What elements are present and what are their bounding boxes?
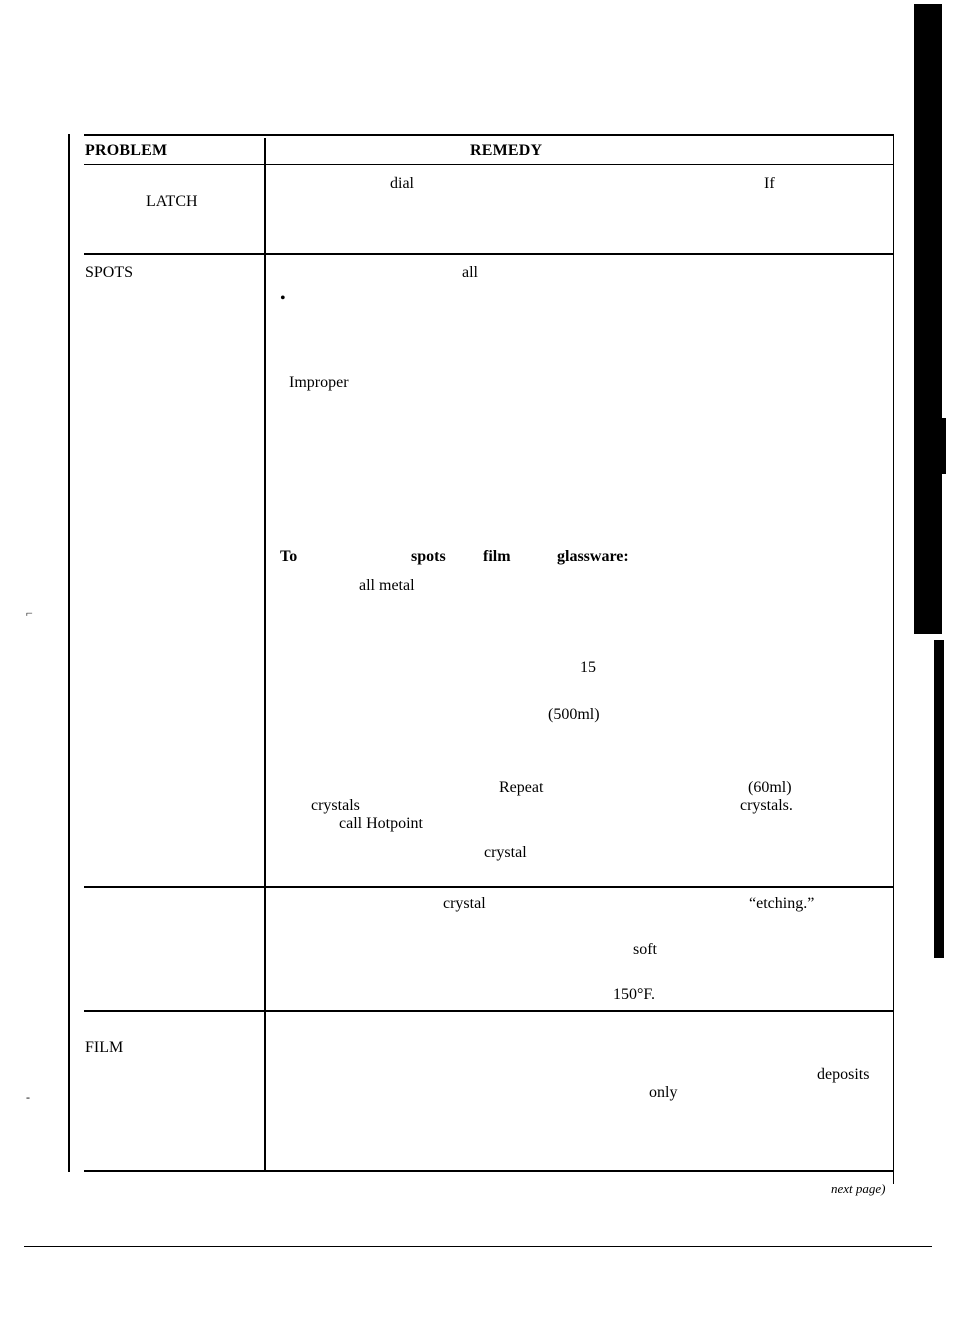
table-column-divider bbox=[264, 138, 266, 1172]
page-bottom-rule bbox=[24, 1246, 932, 1247]
fragment-film: film bbox=[483, 548, 511, 565]
header-problem: PROBLEM bbox=[85, 142, 168, 159]
fragment-only: only bbox=[649, 1084, 678, 1101]
problem-film: FILM bbox=[85, 1039, 124, 1056]
fragment-spots: spots bbox=[411, 548, 446, 565]
fragment-temperature: 150°F. bbox=[613, 986, 656, 1003]
fragment-all: all bbox=[462, 264, 478, 281]
fragment-if: If bbox=[764, 175, 775, 192]
fragment-500ml: (500ml) bbox=[548, 706, 600, 723]
edge-tab-top bbox=[914, 4, 942, 634]
table-left-border bbox=[68, 134, 70, 1172]
fragment-soft: soft bbox=[633, 941, 657, 958]
table-top-rule bbox=[84, 134, 894, 136]
fragment-crystal-2: crystal bbox=[443, 895, 486, 912]
table-right-border bbox=[893, 134, 894, 1184]
fragment-dial: dial bbox=[390, 175, 414, 192]
next-page-note: next page) bbox=[831, 1181, 886, 1196]
fragment-call-hotpoint: call Hotpoint bbox=[339, 815, 423, 832]
row-rule-3 bbox=[84, 1010, 894, 1012]
fragment-crystals-period: crystals. bbox=[740, 797, 793, 814]
problem-latch: LATCH bbox=[146, 193, 198, 210]
edge-tab-bottom bbox=[934, 640, 944, 958]
margin-mark-2: - bbox=[26, 1090, 30, 1104]
edge-tab-notch bbox=[936, 418, 946, 474]
fragment-crystal: crystal bbox=[484, 844, 527, 861]
fragment-deposits: deposits bbox=[817, 1066, 870, 1083]
header-remedy: REMEDY bbox=[470, 142, 543, 159]
row-rule-1 bbox=[84, 253, 894, 255]
fragment-repeat: Repeat bbox=[499, 779, 544, 796]
fragment-to: To bbox=[280, 548, 298, 565]
fragment-etching: “etching.” bbox=[749, 895, 815, 912]
fragment-all-metal: all metal bbox=[359, 577, 415, 594]
fragment-improper: Improper bbox=[289, 374, 349, 391]
table-bottom-rule bbox=[84, 1170, 894, 1172]
bullet-mark: • bbox=[280, 290, 286, 307]
margin-mark-1: ⌐ bbox=[26, 606, 33, 620]
fragment-15: 15 bbox=[580, 659, 596, 676]
fragment-crystals: crystals bbox=[311, 797, 360, 814]
row-rule-2 bbox=[84, 886, 894, 888]
fragment-60ml: (60ml) bbox=[748, 779, 792, 796]
fragment-glassware: glassware: bbox=[557, 548, 629, 565]
header-bottom-rule bbox=[84, 164, 894, 165]
problem-spots: SPOTS bbox=[85, 264, 134, 281]
